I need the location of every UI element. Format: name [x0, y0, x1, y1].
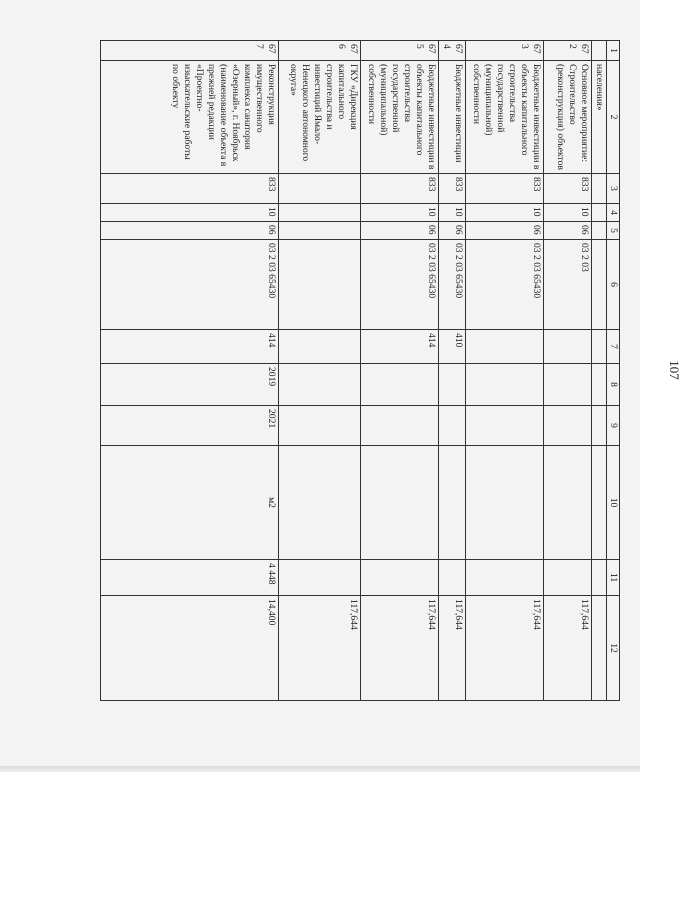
cell — [592, 364, 607, 406]
cell — [592, 240, 607, 330]
cell: 414 — [101, 330, 279, 364]
cell — [592, 330, 607, 364]
row-number: 677 — [101, 41, 279, 61]
col-header: 9 — [607, 406, 620, 446]
cell: 10 — [544, 204, 592, 222]
cell — [592, 406, 607, 446]
table-row — [361, 41, 439, 701]
table-row — [439, 41, 466, 701]
table-row — [592, 41, 607, 701]
cell — [544, 406, 592, 446]
cell — [279, 330, 361, 364]
cell — [592, 204, 607, 222]
table-row — [466, 41, 544, 701]
rotated-page — [100, 40, 682, 700]
cell — [544, 560, 592, 596]
cell: 06 — [544, 222, 592, 240]
cell: 10 — [361, 204, 439, 222]
cell — [279, 406, 361, 446]
cell: 4 448 — [101, 560, 279, 596]
row-number: 672 — [544, 41, 592, 61]
cell — [279, 446, 361, 560]
cell — [361, 560, 439, 596]
cell: 833 — [544, 174, 592, 204]
row-number — [592, 41, 607, 61]
cell: 06 — [439, 222, 466, 240]
cell: 833 — [439, 174, 466, 204]
cell — [592, 174, 607, 204]
cell — [279, 204, 361, 222]
cell: 10 — [439, 204, 466, 222]
cell: 03 2 03 65430 — [439, 240, 466, 330]
col-header: 5 — [607, 222, 620, 240]
cell: м2 — [101, 446, 279, 560]
cell — [592, 222, 607, 240]
row-name: Бюджетные инвестиции в объекты капитального строительства государственной (муниципальной) собственности — [361, 61, 439, 174]
cell: 2021 — [101, 406, 279, 446]
row-number: 674 — [439, 41, 466, 61]
cell: 10 — [466, 204, 544, 222]
cell: 14,400 — [101, 596, 279, 701]
cell — [361, 406, 439, 446]
col-header: 12 — [607, 596, 620, 701]
cell — [466, 406, 544, 446]
cell: 117,644 — [279, 596, 361, 701]
cell — [466, 446, 544, 560]
cell: 06 — [361, 222, 439, 240]
cell — [592, 446, 607, 560]
cell — [439, 446, 466, 560]
cell: 03 2 03 65430 — [101, 240, 279, 330]
cell: 06 — [101, 222, 279, 240]
col-header: 8 — [607, 364, 620, 406]
cell: 833 — [466, 174, 544, 204]
table-row — [544, 41, 592, 701]
col-header: 6 — [607, 240, 620, 330]
cell — [279, 560, 361, 596]
cell: 2019 — [101, 364, 279, 406]
cell — [279, 364, 361, 406]
column-number-row — [607, 41, 620, 701]
page-number: 107 — [667, 360, 682, 380]
col-header: 4 — [607, 204, 620, 222]
col-header: 1 — [607, 41, 620, 61]
cell: 414 — [361, 330, 439, 364]
col-header: 3 — [607, 174, 620, 204]
cell: 117,644 — [439, 596, 466, 701]
budget-table — [100, 40, 620, 701]
cell — [466, 560, 544, 596]
col-header: 10 — [607, 446, 620, 560]
col-header: 7 — [607, 330, 620, 364]
table-row — [101, 41, 279, 701]
cell: 10 — [101, 204, 279, 222]
cell — [361, 364, 439, 406]
row-number: 675 — [361, 41, 439, 61]
row-name: Реконструкция имущественного комплекса санатория «Озерный», г. Ноябрьск (наименование объекта в прежней редакции «Проектно-изыскательские работы по объекту — [101, 61, 279, 174]
cell — [439, 406, 466, 446]
row-name: Бюджетные инвестиции — [439, 61, 466, 174]
cell — [592, 560, 607, 596]
cell — [279, 240, 361, 330]
cell: 03 2 03 — [544, 240, 592, 330]
cell — [361, 446, 439, 560]
table-row — [279, 41, 361, 701]
cell: 410 — [439, 330, 466, 364]
cell — [544, 330, 592, 364]
cell — [544, 446, 592, 560]
cell: 03 2 03 65430 — [361, 240, 439, 330]
row-number: 673 — [466, 41, 544, 61]
cell — [439, 364, 466, 406]
col-header: 2 — [607, 61, 620, 174]
cell: 117,644 — [544, 596, 592, 701]
col-header: 11 — [607, 560, 620, 596]
cell — [466, 364, 544, 406]
row-name: Бюджетные инвестиции в объекты капитального строительства государственной (муниципальной) собственности — [466, 61, 544, 174]
cell: 03 2 03 65430 — [466, 240, 544, 330]
cell: 117,644 — [361, 596, 439, 701]
cell: 06 — [466, 222, 544, 240]
row-name: Основное мероприятие: Строительство (реконструкция) объектов — [544, 61, 592, 174]
cell — [439, 560, 466, 596]
cell — [592, 596, 607, 701]
cell — [279, 174, 361, 204]
cell — [279, 222, 361, 240]
cell: 117,644 — [466, 596, 544, 701]
cell — [544, 364, 592, 406]
scan-edge — [0, 766, 640, 772]
cell — [466, 330, 544, 364]
row-name: населения» — [592, 61, 607, 174]
row-name: ГКУ «Дирекция капитального строительства и инвестиций Ямало-Ненецкого автономного округа» — [279, 61, 361, 174]
cell: 833 — [101, 174, 279, 204]
row-number: 676 — [279, 41, 361, 61]
cell: 833 — [361, 174, 439, 204]
